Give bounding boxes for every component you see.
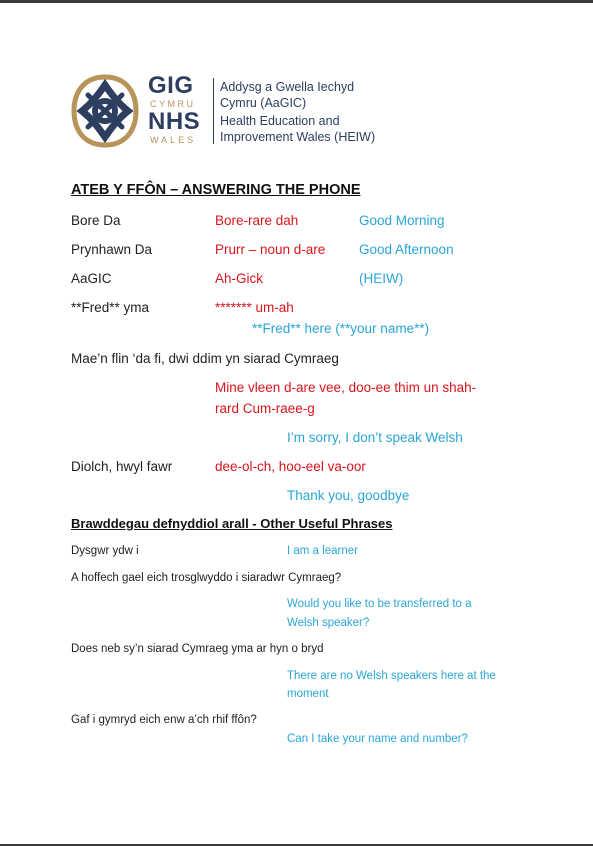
pronunciation: rard Cum-raee-g xyxy=(215,401,315,416)
english-translation: I’m sorry, I don’t speak Welsh xyxy=(287,430,463,445)
top-border xyxy=(0,0,593,3)
english-translation: **Fred** here (**your name**) xyxy=(252,321,430,336)
heiw-logo xyxy=(70,72,390,152)
logo-divider xyxy=(213,78,214,144)
welsh-phrase: Does neb sy’n siarad Cymraeg yma ar hyn o bryd xyxy=(71,643,324,655)
pronunciation: Bore-rare dah xyxy=(215,213,299,228)
welsh-phrase: **Fred** yma xyxy=(71,300,150,315)
english-translation: There are no Welsh speakers here at the xyxy=(287,670,496,682)
section-heading-useful-phrases: Brawddegau defnyddiol arall - Other Useful Phrases xyxy=(71,516,393,531)
pronunciation: Prurr – noun d-are xyxy=(215,242,326,257)
pronunciation: Mine vleen d-are vee, doo-ee thim un shah- xyxy=(215,380,477,395)
english-translation: (HEIW) xyxy=(359,271,404,286)
welsh-phrase: AaGIC xyxy=(71,271,112,286)
english-translation: I am a learner xyxy=(287,545,358,557)
org-name-line: Improvement Wales (HEIW) xyxy=(220,130,376,144)
english-translation: Welsh speaker? xyxy=(287,617,370,629)
english-translation: Good Morning xyxy=(359,213,445,228)
english-translation: Good Afternoon xyxy=(359,242,454,257)
welsh-phrase: Prynhawn Da xyxy=(71,242,153,257)
pronunciation: Ah-Gick xyxy=(215,271,264,286)
section-heading-answering-phone: ATEB Y FFÔN – ANSWERING THE PHONE xyxy=(71,182,361,198)
welsh-phrase: Gaf i gymryd eich enw a’ch rhif ffôn? xyxy=(71,714,257,726)
english-translation: Can I take your name and number? xyxy=(287,733,468,745)
gig-wordmark: GIG xyxy=(148,72,194,99)
welsh-phrase: Diolch, hwyl fawr xyxy=(71,459,173,474)
nhs-wordmark: NHS xyxy=(148,108,201,135)
pronunciation: dee-ol-ch, hoo-eel va-oor xyxy=(215,459,366,474)
celtic-knot-logo-icon xyxy=(70,73,140,149)
pronunciation: ******* um-ah xyxy=(215,300,294,315)
english-translation: Would you like to be transferred to a xyxy=(287,598,472,610)
welsh-phrase: Mae’n flin ‘da fi, dwi ddim yn siarad Cymraeg xyxy=(71,351,339,366)
org-name-line: Health Education and xyxy=(220,114,340,128)
english-translation: moment xyxy=(287,688,329,700)
org-name-line: Cymru (AaGIC) xyxy=(220,96,307,110)
welsh-phrase: A hoffech gael eich trosglwyddo i siaradwr Cymraeg? xyxy=(71,572,342,584)
welsh-phrase: Bore Da xyxy=(71,213,121,228)
cymru-wordmark: CYMRU xyxy=(150,99,196,109)
org-name-line: Addysg a Gwella Iechyd xyxy=(220,80,355,94)
english-translation: Thank you, goodbye xyxy=(287,488,410,503)
wales-wordmark: WALES xyxy=(150,135,197,145)
welsh-phrase: Dysgwr ydw i xyxy=(71,545,139,557)
